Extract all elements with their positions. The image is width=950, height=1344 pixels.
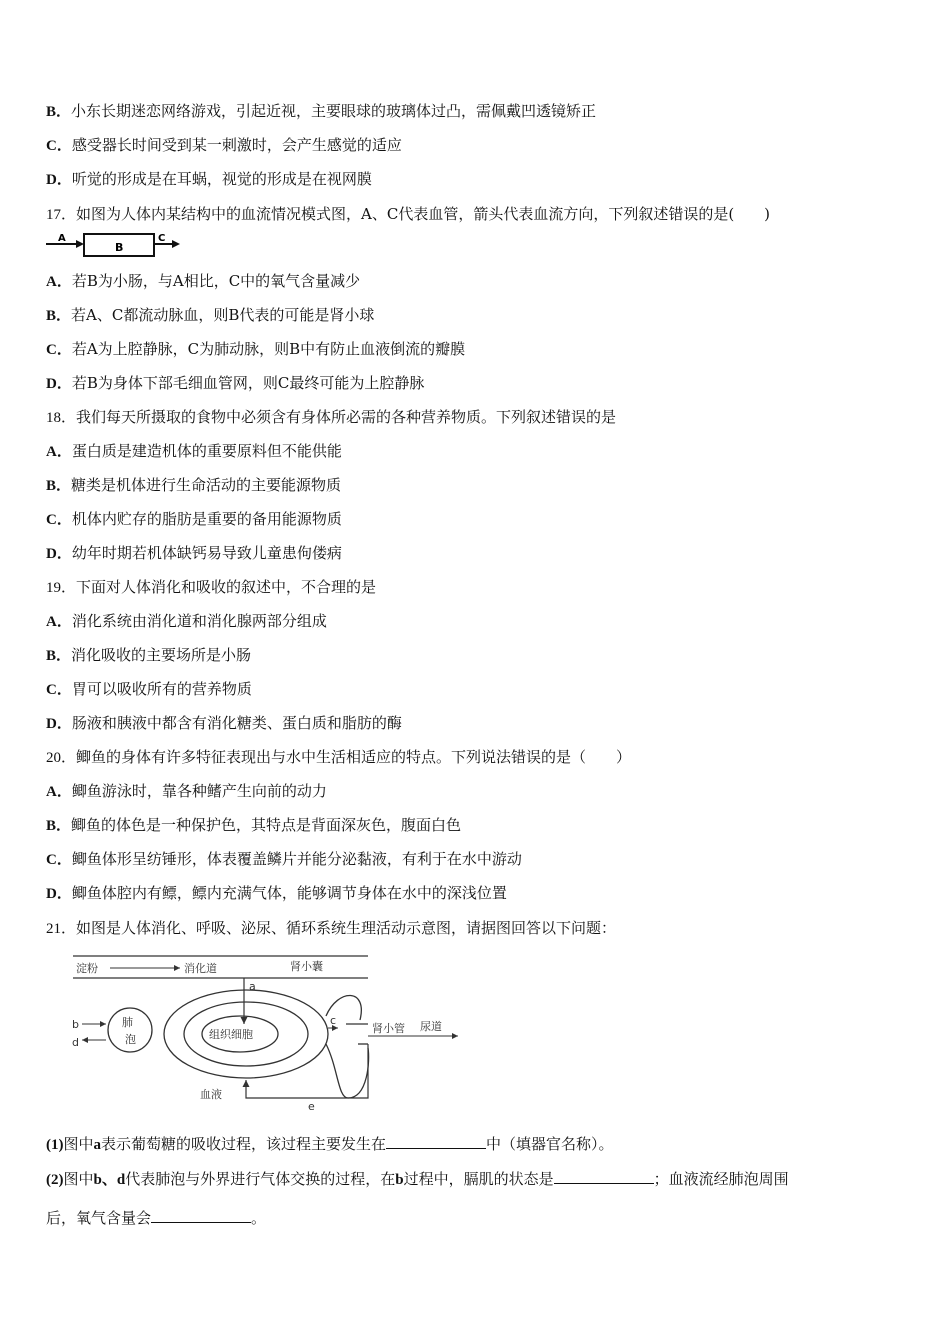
label-c: c [330, 1014, 337, 1027]
q18-option-d: D．幼年时期若机体缺钙易导致儿童患佝偻病 [46, 544, 342, 562]
q17-option-b: B．若A、C都流动脉血，则B代表的可能是肾小球 [46, 306, 375, 324]
q21-physiology-diagram [68, 948, 468, 1118]
alveolus-label-bottom: 泡 [125, 1033, 136, 1046]
label-c: C [158, 233, 166, 244]
q17-option-d: D．若B为身体下部毛细血管网，则C最终可能为上腔静脉 [46, 374, 425, 392]
label-b: B [115, 241, 124, 254]
q20-option-a: A．鲫鱼游泳时，靠各种鳍产生向前的动力 [46, 782, 327, 800]
q19-option-d: D．肠液和胰液中都含有消化糖类、蛋白质和脂肪的酶 [46, 714, 402, 732]
q17-option-c: C．若A为上腔静脉，C为肺动脉，则B中有防止血液倒流的瓣膜 [46, 340, 466, 358]
urethra-label: 尿道 [420, 1020, 442, 1033]
q20-option-d: D．鲫鱼体腔内有鳔，鳔内充满气体，能够调节身体在水中的深浅位置 [46, 884, 507, 902]
q18-option-c: C．机体内贮存的脂肪是重要的备用能源物质 [46, 510, 342, 528]
q19-option-b: B．消化吸收的主要场所是小肠 [46, 646, 252, 664]
alveolus-label-top: 肺 [122, 1016, 133, 1029]
q21-sub1: (1)图中a表示葡萄糖的吸收过程，该过程主要发生在 中（填器官名称）。 [46, 1135, 614, 1153]
label-a: A [58, 233, 66, 244]
q21-sub2-line1: (2)图中b、d代表肺泡与外界进行气体交换的过程，在b过程中，膈肌的状态是 ；血液流经肺泡周围 [46, 1170, 789, 1188]
label-d: d [72, 1036, 79, 1049]
q16-option-b: B．小东长期迷恋网络游戏，引起近视，主要眼球的玻璃体过凸，需佩戴凹透镜矫正 [46, 102, 597, 120]
renal-capsule-label: 肾小囊 [290, 960, 323, 973]
q21-stem: 21．如图是人体消化、呼吸、泌尿、循环系统生理活动示意图，请据图回答以下问题： [46, 919, 617, 937]
q16-option-d: D．听觉的形成是在耳蜗，视觉的形成是在视网膜 [46, 170, 372, 188]
q20-option-c: C．鲫鱼体形呈纺锤形，体表覆盖鳞片并能分泌黏液，有利于在水中游动 [46, 850, 522, 868]
renal-tubule-label: 肾小管 [372, 1022, 405, 1035]
q16-option-c: C．感受器长时间受到某一刺激时，会产生感觉的适应 [46, 136, 402, 154]
q20-option-b: B．鲫鱼的体色是一种保护色，其特点是背面深灰色，腹面白色 [46, 816, 462, 834]
food-label: 淀粉 [76, 962, 98, 975]
q19-stem: 19．下面对人体消化和吸收的叙述中，不合理的是 [46, 578, 377, 596]
renal-capsule-curve [326, 1044, 369, 1098]
q17-option-a: A．若B为小肠，与A相比，C中的氧气含量减少 [46, 272, 361, 290]
q18-option-a: A．蛋白质是建造机体的重要原料但不能供能 [46, 442, 342, 460]
blood-label: 血液 [200, 1088, 222, 1101]
q19-option-a: A．消化系统由消化道和消化腺两部分组成 [46, 612, 327, 630]
q17-stem: 17．如图为人体内某结构中的血流情况模式图，A、C代表血管，箭头代表血流方向，下列叙述错误的是( ) [46, 205, 771, 223]
answer-blank-2[interactable] [554, 1169, 654, 1184]
answer-blank-1[interactable] [386, 1134, 486, 1149]
vessel-c-arrow [172, 240, 180, 248]
digestive-tract-label: 消化道 [184, 962, 217, 975]
label-e: e [308, 1100, 315, 1113]
q17-blood-flow-diagram [46, 230, 186, 260]
q19-option-c: C．胃可以吸收所有的营养物质 [46, 680, 252, 698]
label-a: a [249, 980, 256, 993]
reabsorption-arrow-e [246, 1044, 368, 1098]
answer-blank-3[interactable] [151, 1208, 251, 1223]
q20-stem: 20．鲫鱼的身体有许多特征表现出与水中生活相适应的特点。下列说法错误的是（ ） [46, 748, 632, 766]
q18-stem: 18．我们每天所摄取的食物中必须含有身体所必需的各种营养物质。下列叙述错误的是 [46, 408, 617, 426]
q18-option-b: B．糖类是机体进行生命活动的主要能源物质 [46, 476, 342, 494]
label-b: b [72, 1018, 79, 1031]
tissue-cells-label: 组织细胞 [209, 1028, 253, 1041]
vessel-a-arrow [76, 240, 84, 248]
q21-sub2-line2: 后，氧气含量会 。 [46, 1209, 267, 1227]
